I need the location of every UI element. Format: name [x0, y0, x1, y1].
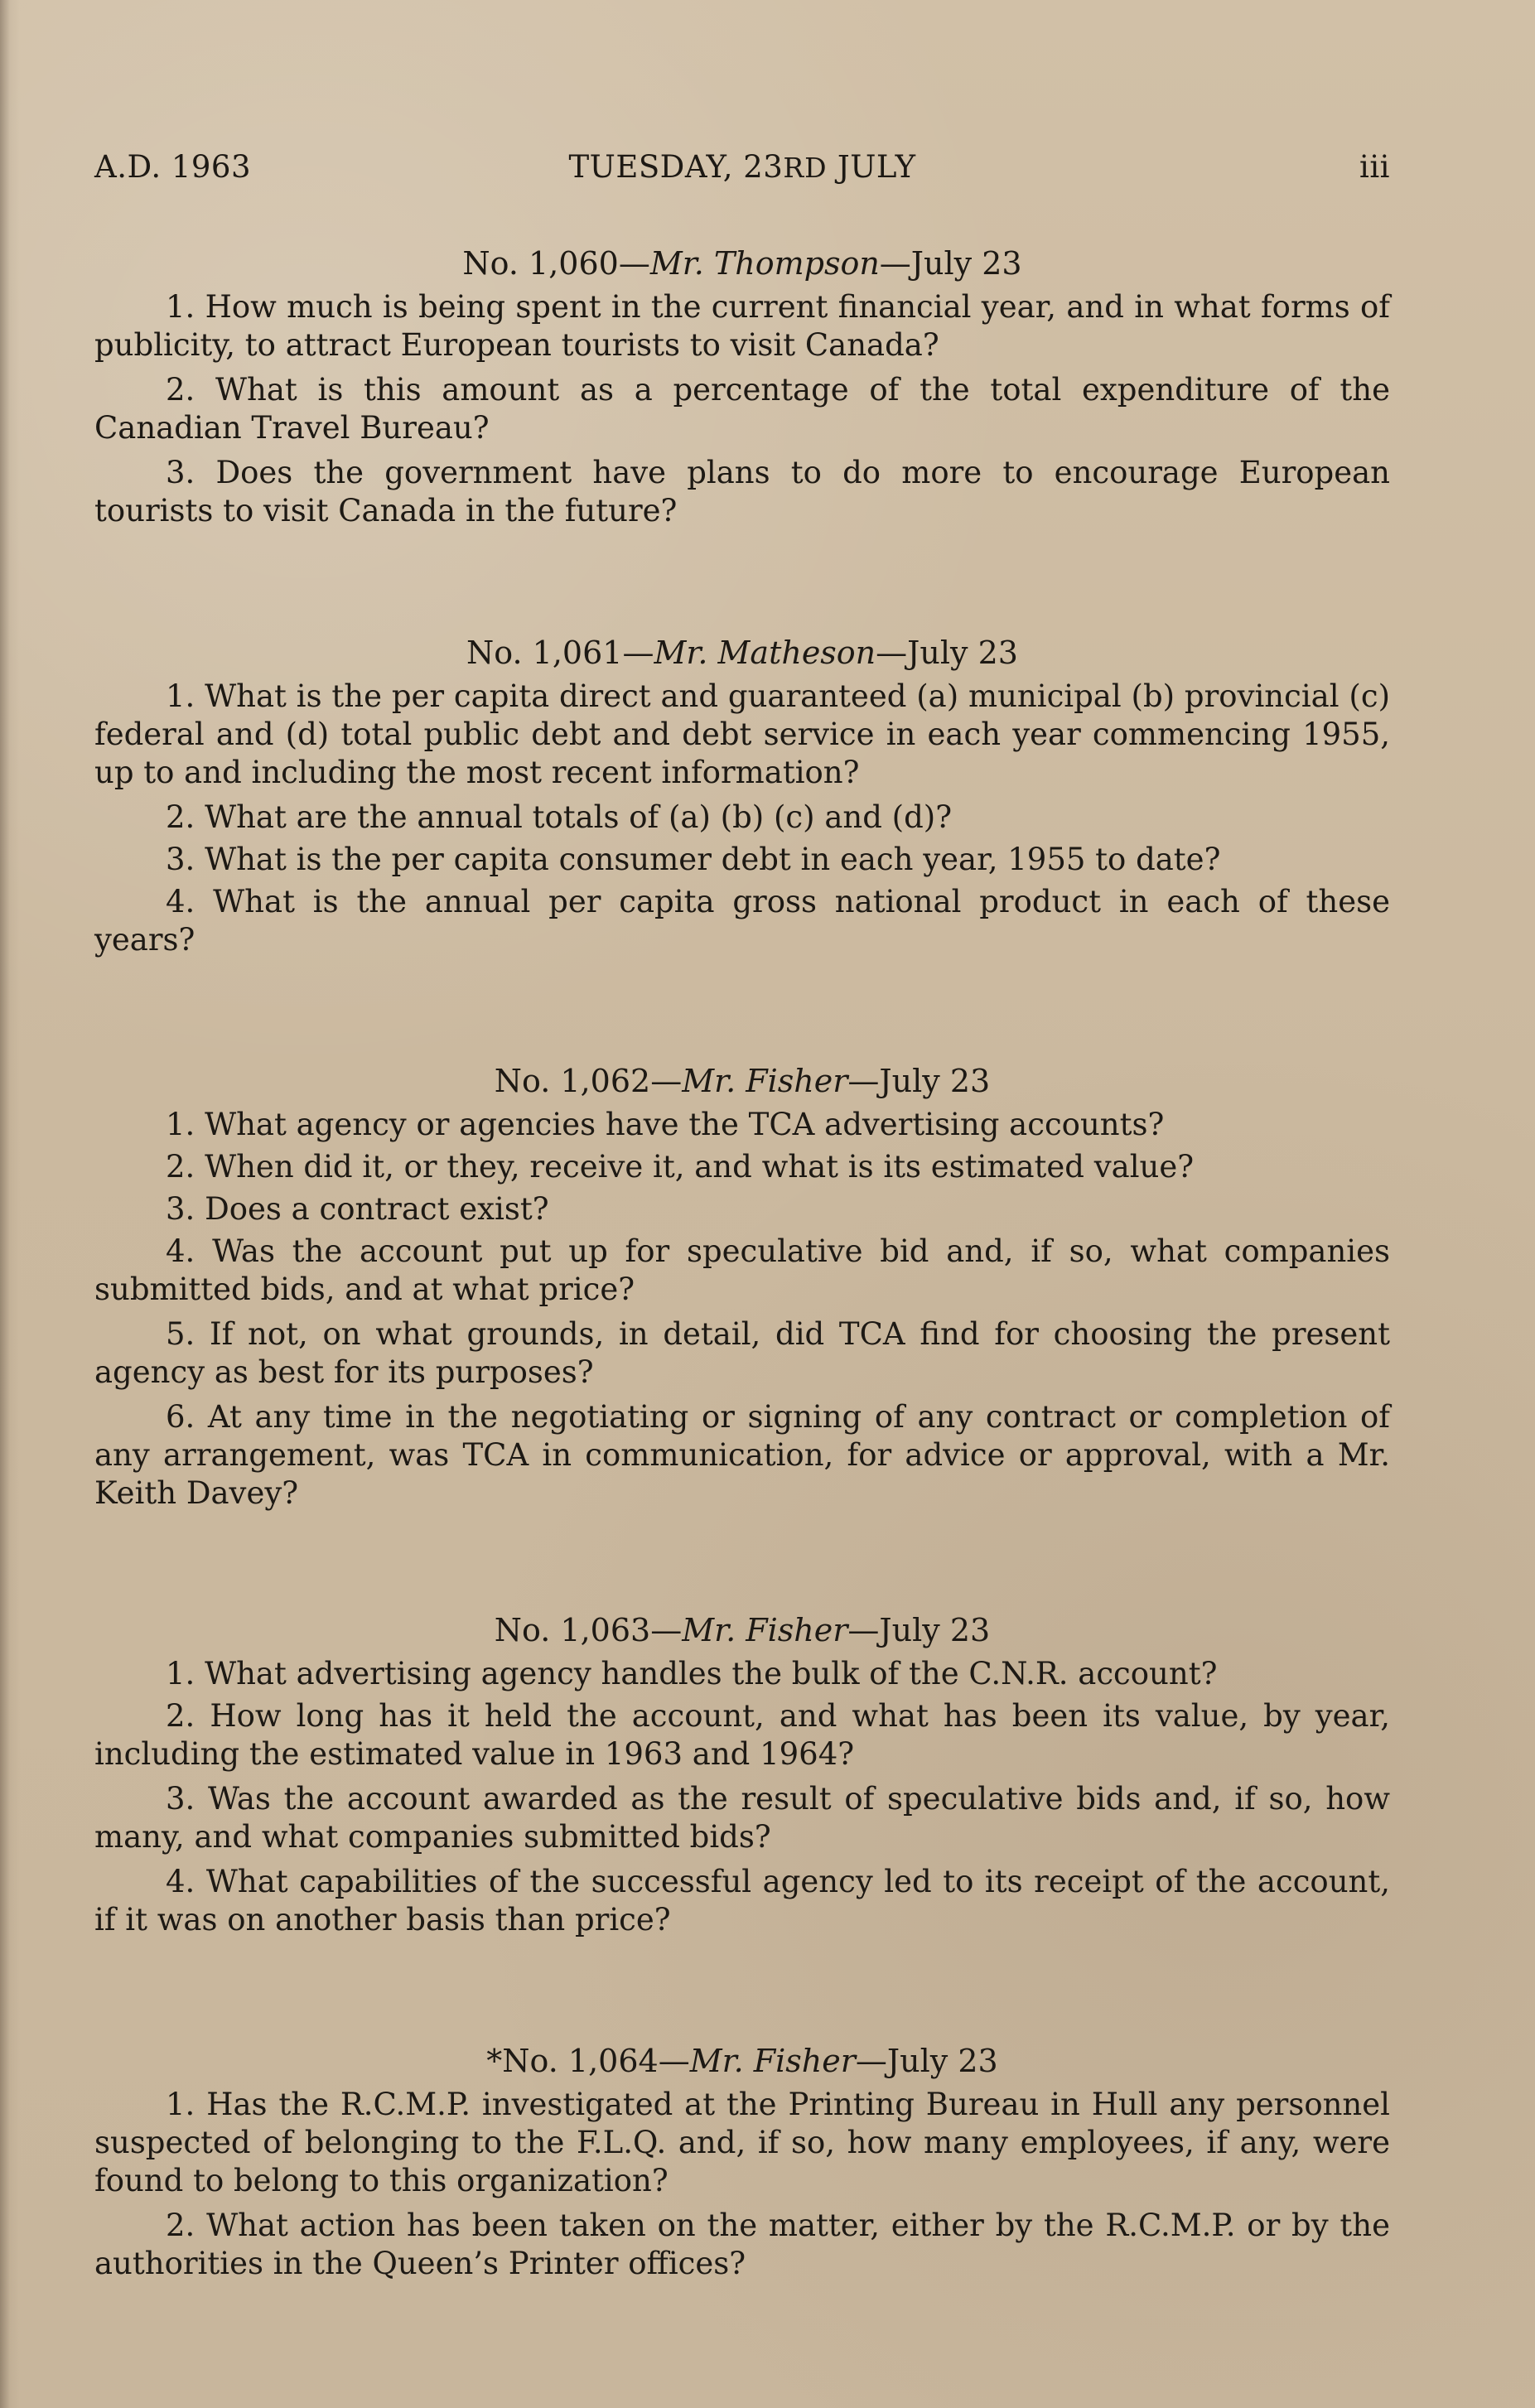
- question-text: 3. Does a contract exist?: [166, 1191, 549, 1227]
- question-text: 3. What is the per capita consumer debt in each year, 1955 to date?: [166, 842, 1221, 877]
- section-title: [94, 244, 1390, 282]
- page-header: [94, 149, 1390, 199]
- question-text: 2. When did it, or they, receive it, and what is its estimated value?: [166, 1149, 1195, 1185]
- question-date: —July 23: [876, 635, 1018, 671]
- question-text: 2. What action has been taken on the matter, either by the R.C.M.P. or by the authorities in the Queen’s Printer offices?: [94, 2208, 1390, 2281]
- question-section-1061: [94, 634, 1390, 966]
- question-text: 1. What agency or agencies have the TCA advertising accounts?: [166, 1107, 1165, 1142]
- page-number: iii: [1359, 149, 1390, 185]
- question-section-1064: [94, 2042, 1390, 2290]
- section-title: [94, 634, 1390, 672]
- question-text: 2. What are the annual totals of (a) (b) (c) and (d)?: [166, 799, 953, 835]
- section-title: [94, 1062, 1390, 1100]
- question-text: 1. How much is being spent in the current financial year, and in what forms of publicity, to attract European tourists to visit Canada?: [94, 289, 1390, 363]
- question-number: No. 1,063—: [494, 1612, 683, 1648]
- question-section-1060: [94, 244, 1390, 537]
- question-text: 1. What is the per capita direct and guaranteed (a) municipal (b) provincial (c) federal and (d) total public debt and debt service in each year commencing 1955, up to and including the most recent information?: [94, 678, 1390, 790]
- question-date: —July 23: [847, 1612, 991, 1648]
- header-year: A.D. 1963: [94, 149, 252, 185]
- question-text: 2. How long has it held the account, and what has been its value, by year, including the estimated value in 1963 and 1964?: [94, 1698, 1390, 1772]
- header-date-suffix: RD: [783, 152, 828, 184]
- question-text: 4. What is the annual per capita gross national product in each of these years?: [94, 884, 1390, 958]
- question-number: *No. 1,064—: [486, 2043, 690, 2079]
- member-name: Mr. Thompson: [649, 245, 880, 282]
- question-text: 5. If not, on what grounds, in detail, did TCA find for choosing the present agency as best for its purposes?: [94, 1316, 1390, 1390]
- question-text: 3. Was the account awarded as the result of speculative bids and, if so, how many, and what companies submitted bids?: [94, 1781, 1390, 1855]
- question-text: 6. At any time in the negotiating or signing of any contract or completion of any arrangement, was TCA in communication, for advice or approval, with a Mr. Keith Davey?: [94, 1399, 1390, 1511]
- question-number: No. 1,062—: [494, 1063, 683, 1099]
- question-section-1063: [94, 1611, 1390, 1946]
- header-date: [94, 149, 1390, 185]
- question-date: —July 23: [847, 1063, 991, 1099]
- question-date: —July 23: [855, 2043, 998, 2079]
- member-name: Mr. Fisher: [682, 1063, 848, 1099]
- header-date-tail: JULY: [827, 149, 916, 185]
- question-number: No. 1,061—: [466, 635, 654, 671]
- question-date: —July 23: [879, 245, 1022, 282]
- member-name: Mr. Fisher: [689, 2043, 856, 2079]
- question-text: 1. Has the R.C.M.P. investigated at the Printing Bureau in Hull any personnel suspected of belonging to the F.L.Q. and, if so, how many employees, if any, were found to belong to this organization?: [94, 2087, 1390, 2198]
- question-text: 3. Does the government have plans to do more to encourage European tourists to visit Canada in the future?: [94, 455, 1390, 528]
- question-number: No. 1,060—: [462, 245, 650, 282]
- question-text: 4. What capabilities of the successful agency led to its receipt of the account, if it was on another basis than price?: [94, 1864, 1390, 1937]
- header-date-prefix: TUESDAY, 23: [568, 149, 784, 185]
- section-title: [94, 2042, 1390, 2080]
- question-section-1062: [94, 1062, 1390, 1519]
- section-title: [94, 1611, 1390, 1649]
- member-name: Mr. Matheson: [654, 635, 876, 671]
- question-text: 1. What advertising agency handles the bulk of the C.N.R. account?: [166, 1656, 1218, 1691]
- question-text: 2. What is this amount as a percentage of the total expenditure of the Canadian Travel Bureau?: [94, 372, 1390, 446]
- question-text: 4. Was the account put up for speculative bid and, if so, what companies submitted bids, and at what price?: [94, 1233, 1390, 1307]
- member-name: Mr. Fisher: [682, 1612, 848, 1648]
